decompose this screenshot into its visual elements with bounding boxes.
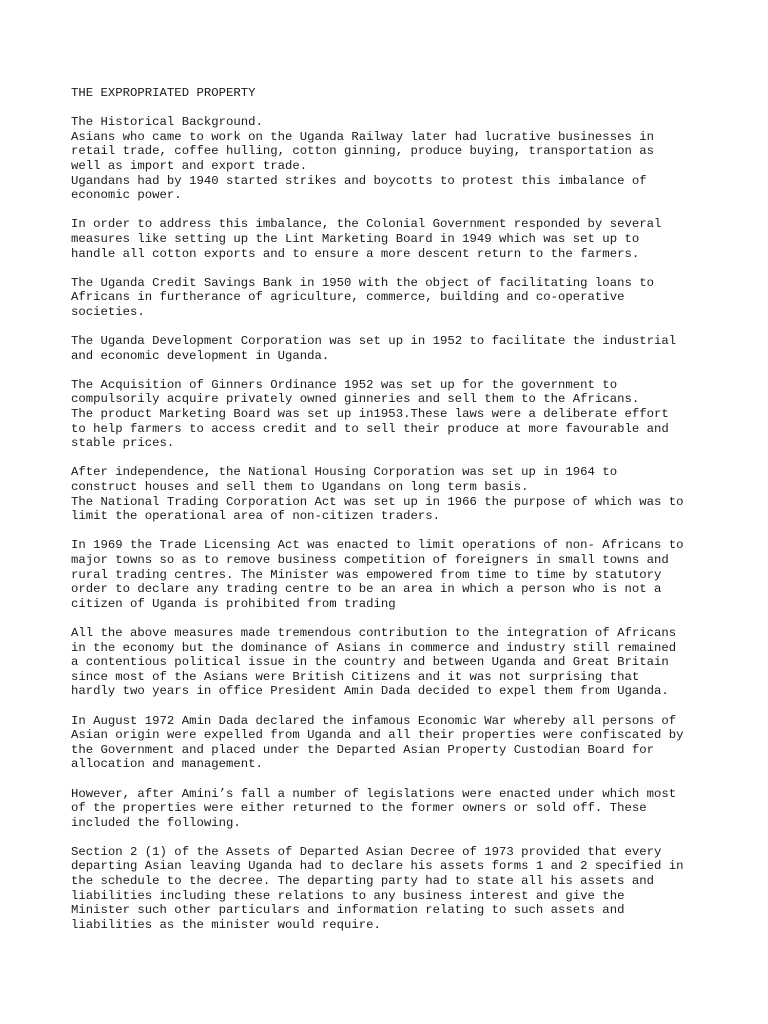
text-line: in the economy but the dominance of Asians in commerce and industry still remained (71, 640, 677, 655)
text-line: of the properties were either returned to the former owners or sold off. These (71, 801, 647, 816)
text-line: All the above measures made tremendous contribution to the integration of Africans (71, 625, 677, 640)
text-line: The Uganda Development Corporation was set up in 1952 to facilitate the industrial (71, 334, 677, 349)
text-line: stable prices. (71, 436, 175, 451)
paragraph (71, 276, 721, 320)
paragraph (71, 714, 721, 772)
text-line: After independence, the National Housing Corporation was set up in 1964 to (71, 465, 618, 480)
text-line: allocation and management. (71, 757, 263, 772)
text-line: Africans in furtherance of agriculture, commerce, building and co-operative (71, 290, 625, 305)
text-line: to help farmers to access credit and to sell their produce at more favourable and (71, 421, 669, 436)
text-line: societies. (71, 304, 145, 319)
paragraph (71, 378, 721, 451)
document-title: THE EXPROPRIATED PROPERTY (71, 86, 256, 100)
paragraph (71, 334, 721, 363)
text-line: the schedule to the decree. The departing party had to state all his assets and (71, 874, 654, 889)
text-line: economic power. (71, 188, 182, 203)
text-line: rural trading centres. The Minister was empowered from time to time by statutory (71, 567, 662, 582)
paragraph (71, 787, 721, 831)
text-line: The Acquisition of Ginners Ordinance 1952 was set up for the government to (71, 377, 618, 392)
text-line: However, after Amini’s fall a number of legislations were enacted under which most (71, 786, 677, 801)
text-line: The National Trading Corporation Act was set up in 1966 the purpose of which was to (71, 494, 684, 509)
text-line: well as import and export trade. (71, 158, 308, 173)
text-line: handle all cotton exports and to ensure a more descent return to the farmers. (71, 246, 640, 261)
paragraph (71, 465, 721, 523)
text-line: The product Marketing Board was set up in1953.These laws were a deliberate effort (71, 407, 669, 422)
text-line: liabilities as the minister would require. (71, 917, 381, 932)
text-line: and economic development in Uganda. (71, 348, 330, 363)
text-line: order to declare any trading centre to be an area in which a person who is not a (71, 582, 662, 597)
paragraph (71, 115, 721, 203)
text-line: In August 1972 Amin Dada declared the infamous Economic War whereby all persons of (71, 713, 677, 728)
text-line: retail trade, coffee hulling, cotton ginning, produce buying, transportation as (71, 144, 654, 159)
text-line: liabilities including these relations to any business interest and give the (71, 888, 625, 903)
text-line: departing Asian leaving Uganda had to declare his assets forms 1 and 2 specified in (71, 859, 684, 874)
text-line: since most of the Asians were British Citizens and it was not surprising that (71, 669, 640, 684)
text-line: citizen of Uganda is prohibited from trading (71, 596, 396, 611)
text-line: limit the operational area of non-citizen traders. (71, 509, 440, 524)
paragraph (71, 217, 721, 261)
text-line: In order to address this imbalance, the Colonial Government responded by several (71, 217, 662, 232)
paragraph (71, 538, 721, 611)
text-line: Section 2 (1) of the Assets of Departed Asian Decree of 1973 provided that every (71, 844, 662, 859)
document-page (71, 86, 721, 947)
text-line: Asians who came to work on the Uganda Railway later had lucrative businesses in (71, 129, 654, 144)
paragraph (71, 626, 721, 699)
text-line: major towns so as to remove business competition of foreigners in small towns and (71, 553, 669, 567)
text-line: construct houses and sell them to Ugandans on long term basis. (71, 480, 529, 495)
text-line: The Uganda Credit Savings Bank in 1950 with the object of facilitating loans to (71, 275, 654, 290)
text-line: Ugandans had by 1940 started strikes and boycotts to protest this imbalance of (71, 173, 647, 188)
text-line: Minister such other particulars and information relating to such assets and (71, 903, 625, 918)
text-line: included the following. (71, 815, 241, 830)
text-line: a contentious political issue in the country and between Uganda and Great Britain (71, 655, 669, 670)
text-line: measures like setting up the Lint Marketing Board in 1949 which was set up to (71, 231, 640, 246)
text-line: hardly two years in office President Amin Dada decided to expel them from Uganda. (71, 684, 669, 699)
paragraph (71, 845, 721, 933)
document-body (71, 115, 721, 932)
text-line: compulsorily acquire privately owned ginneries and sell them to the Africans. (71, 392, 640, 407)
text-line: Asian origin were expelled from Uganda and all their properties were confiscated by (71, 728, 684, 743)
text-line: The Historical Background. (71, 115, 263, 130)
text-line: the Government and placed under the Departed Asian Property Custodian Board for (71, 742, 654, 757)
text-line: In 1969 the Trade Licensing Act was enacted to limit operations of non- Africans to (71, 538, 684, 553)
